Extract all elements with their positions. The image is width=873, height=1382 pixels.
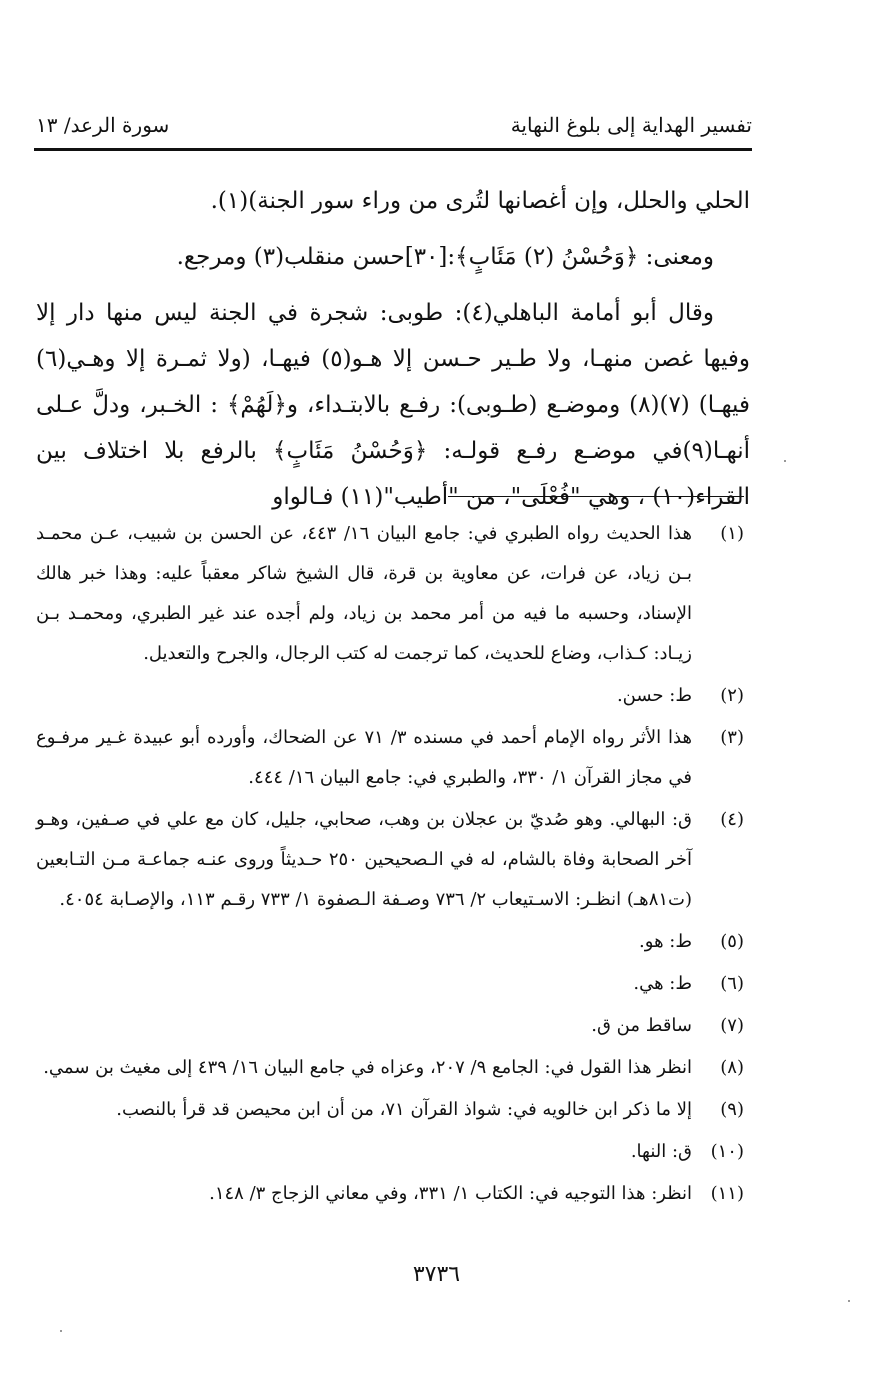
header-divider (34, 148, 752, 151)
footnote-text: ط: هي. (633, 973, 692, 994)
footnote-item (36, 1174, 750, 1214)
paragraph: ومعنى: ﴿وَحُسْنُ (٢) مَئَابٍ﴾:[٣٠]حسن منقلب(٣) ومرجع. (176, 244, 714, 270)
footnote-item (36, 1090, 750, 1130)
footnote-item (36, 922, 750, 962)
footnote-item (36, 964, 750, 1004)
footnote-item (36, 1132, 750, 1172)
surah-label: سورة الرعد/ ١٣ (36, 113, 170, 137)
scan-speck (784, 460, 786, 462)
footnote-number: (٦) (720, 973, 744, 994)
footnote-number: (٧) (720, 1015, 744, 1036)
footnote-text: هذا الأثر رواه الإمام أحمد في مسنده ٣/ ٧١ عن الضحاك، وأورده أبو عبيدة غـير مرفـوع في مجاز القرآن ١/ ٣٣٠، والطبري في: جامع البيان ١٦/ ٤٤٤. (36, 727, 692, 788)
footnote-text: ط: حسن. (616, 685, 692, 706)
paragraph: الحلي والحلل، وإن أغصانها لتُرى من وراء سور الجنة)(١). (210, 188, 750, 214)
footnote-number: (١) (720, 523, 744, 544)
footnote-text: ق: البهالي. وهو صُديّ بن عجلان بن وهب، صحابي، جليل، كان مع علي في صـفين، وهـو آخر الصحابة وفاة بالشام، له في الـصحيحين ٢٥٠ حـديثاً وروى عنـه جماعـة مـن التـابعين (ت٨١هـ) انظـر: الاسـتيعاب ٢/ ٧٣٦ وصـفة الـصفوة ١/ ٧٣٣ رقـم ١١٣، والإصـابة ٤٠٥٤. (36, 809, 692, 910)
scan-speck (848, 1300, 850, 1302)
footnote-number: (١٠) (710, 1141, 744, 1162)
footnote-item (36, 1006, 750, 1046)
footnote-number: (٥) (720, 931, 744, 952)
footnote-number: (٨) (720, 1057, 744, 1078)
footnote-text: ساقط من ق. (591, 1015, 692, 1036)
footnote-item (36, 718, 750, 798)
footnote-item (36, 1048, 750, 1088)
footnote-text: انظر هذا القول في: الجامع ٩/ ٢٠٧، وعزاه في جامع البيان ١٦/ ٤٣٩ إلى مغيث بن سمي. (43, 1057, 692, 1078)
footnote-text: انظر: هذا التوجيه في: الكتاب ١/ ٣٣١، وفي معاني الزجاج ٣/ ١٤٨. (209, 1183, 692, 1204)
footnote-text: ق: النها. (630, 1141, 692, 1162)
footnote-divider (448, 496, 744, 497)
footnote-text: إلا ما ذكر ابن خالويه في: شواذ القرآن ٧١، من أن ابن محيصن قد قرأ بالنصب. (116, 1099, 692, 1120)
page-number: ٣٧٣٦ (412, 1262, 461, 1287)
scan-speck (60, 1330, 62, 1332)
footnote-number: (١١) (710, 1183, 744, 1204)
footnote-number: (٣) (720, 727, 744, 748)
main-text (36, 178, 750, 520)
footnote-item (36, 514, 750, 674)
footnote-text: ط: هو. (639, 931, 692, 952)
paragraph: وقال أبو أمامة الباهلي(٤): طوبى: شجرة في الجنة ليس منها دار إلا وفيها غصن منهـا، ولا طـير حـسن إلا هـو(٥) فيهـا، (ولا ثمـرة إلا وهـي(٦) فيهـا) (٧)(٨) وموضـع (طـوبى): رفـع بالابتـداء، و﴿لَهُمْ﴾ : الخـبر، ودلَّ عـلى أنهـا(٩)في موضـع رفـع قولـه: ﴿وَحُسْنُ مَئَابٍ﴾ بالرفع بلا اختلاف بين القراء(١٠) ، وهي "فُعْلَى"، من "أطيب"(١١) فـالواو (36, 300, 751, 510)
footnote-number: (٢) (720, 685, 744, 706)
footnote-text: هذا الحديث رواه الطبري في: جامع البيان ١٦/ ٤٤٣، عن الحسن بن شبيب، عـن محمـد بـن زياد، عن فرات، عن معاوية بن قرة، قال الشيخ شاكر معقباً عليه: وهذا خبر هالك الإسناد، وحسبه ما فيه من أمر محمد بن زياد، ولم أجده عند غير الطبري، ومحمـد بـن زيـاد: كـذاب، وضاع للحديث، كما ترجمت له كتب الرجال، والجرح والتعديل. (36, 523, 692, 664)
footnotes (36, 514, 750, 1216)
book-title: تفسير الهداية إلى بلوغ النهاية (510, 113, 752, 137)
footnote-number: (٩) (720, 1099, 744, 1120)
running-header (36, 108, 752, 142)
footnote-item (36, 676, 750, 716)
footnote-number: (٤) (720, 809, 744, 830)
footnote-item (36, 800, 750, 920)
